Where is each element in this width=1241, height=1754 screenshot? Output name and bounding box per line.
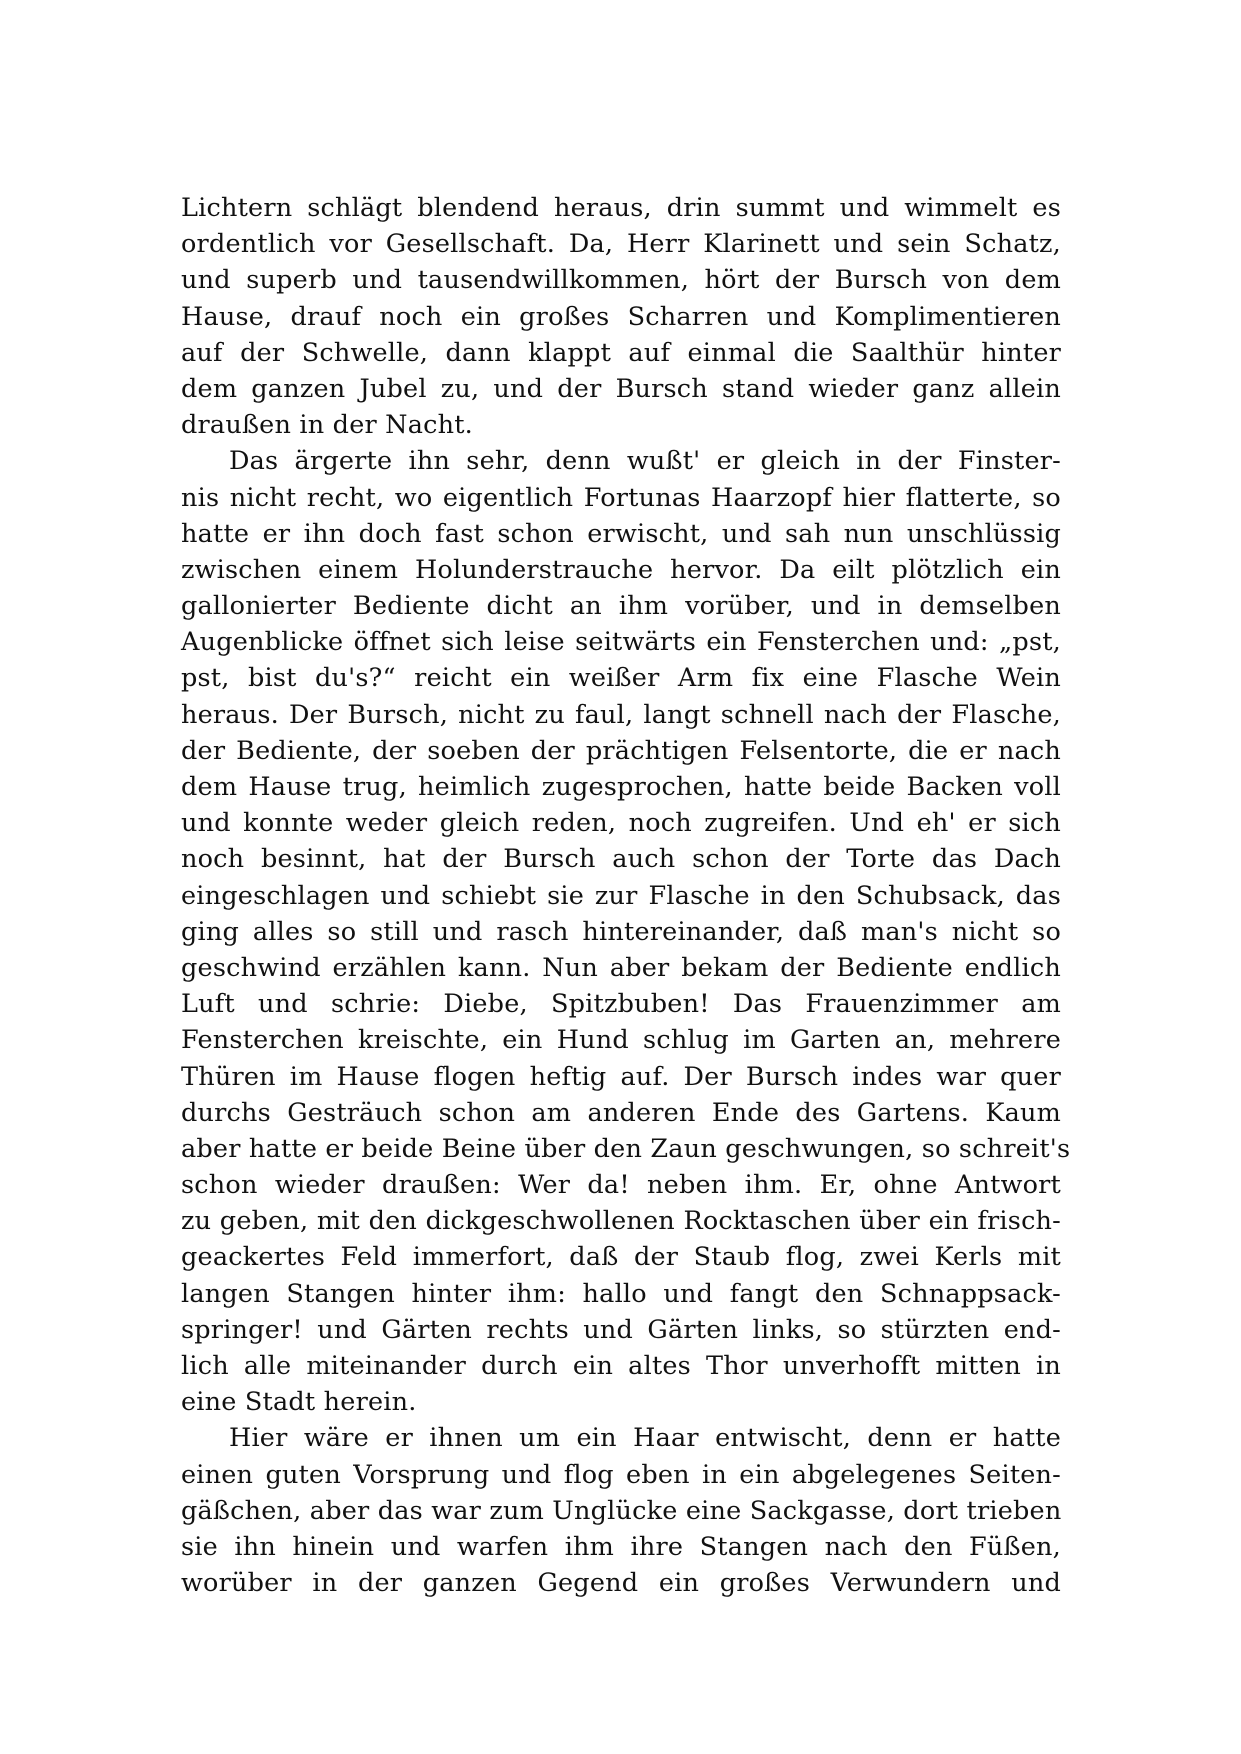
paragraph-first-line: Das ärgerte ihn sehr, denn wußt' er gleich in der Finster-	[229, 446, 1061, 477]
text-line: schon wieder draußen: Wer da! neben ihm. Er, ohne Antwort	[181, 1170, 1061, 1201]
text-line: hatte er ihn doch fast schon erwischt, und sah nun unschlüssig	[181, 518, 1061, 549]
text-line: durchs Gesträuch schon am anderen Ende des Gartens. Kaum	[181, 1097, 1061, 1128]
text-line: ordentlich vor Gesellschaft. Da, Herr Klarinett und sein Schatz,	[181, 229, 1061, 260]
text-line: draußen in der Nacht.	[181, 410, 473, 441]
text-line: und konnte weder gleich reden, noch zugreifen. Und eh' er sich	[181, 808, 1061, 839]
text-line: pst, bist du's?“ reicht ein weißer Arm fix eine Flasche Wein	[181, 663, 1061, 694]
text-line: geackertes Feld immerfort, daß der Staub flog, zwei Kerls mit	[181, 1242, 1061, 1273]
text-line: aber hatte er beide Beine über den Zaun geschwungen, so schreit's	[181, 1133, 1071, 1164]
text-line: einen guten Vorsprung und flog eben in ein abgelegenes Seiten-	[181, 1459, 1061, 1490]
text-line: Thüren im Hause flogen heftig auf. Der Bursch indes war quer	[181, 1061, 1061, 1092]
text-line: dem Hause trug, heimlich zugesprochen, hatte beide Backen voll	[181, 772, 1061, 802]
paragraph-first-line: Hier wäre er ihnen um ein Haar entwischt, denn er hatte	[229, 1423, 1061, 1454]
text-line: springer! und Gärten rechts und Gärten links, so stürzten end-	[181, 1314, 1061, 1345]
text-line: zu geben, mit den dickgeschwollenen Rocktaschen über ein frisch-	[181, 1206, 1061, 1237]
text-line: gallonierter Bediente dicht an ihm vorüber, und in demselben	[181, 591, 1061, 622]
text-line: lich alle miteinander durch ein altes Thor unverhofft mitten in	[181, 1351, 1061, 1381]
text-line: heraus. Der Bursch, nicht zu faul, langt schnell nach der Flasche,	[181, 699, 1061, 730]
text-line: Luft und schrie: Diebe, Spitzbuben! Das Frauenzimmer am	[181, 989, 1061, 1020]
text-line: noch besinnt, hat der Bursch auch schon der Torte das Dach	[181, 844, 1061, 875]
text-line: und superb und tausendwillkommen, hört der Bursch von dem	[181, 265, 1061, 296]
text-line: Lichtern schlägt blendend heraus, drin summt und wimmelt es	[181, 193, 1061, 223]
text-line: eingeschlagen und schiebt sie zur Flasche in den Schubsack, das	[181, 880, 1061, 911]
text-line: sie ihn hinein und warfen ihm ihre Stangen nach den Füßen,	[181, 1531, 1061, 1562]
text-line: geschwind erzählen kann. Nun aber bekam der Bediente endlich	[181, 952, 1061, 983]
text-line: auf der Schwelle, dann klappt auf einmal die Saalthür hinter	[181, 337, 1061, 368]
text-line: dem ganzen Jubel zu, und der Bursch stand wieder ganz allein	[181, 373, 1061, 404]
text-line: langen Stangen hinter ihm: hallo und fangt den Schnappsack-	[181, 1278, 1061, 1309]
text-line: Hause, drauf noch ein großes Scharren und Komplimentieren	[181, 301, 1061, 332]
text-line: gäßchen, aber das war zum Unglücke eine Sackgasse, dort trieben	[181, 1495, 1062, 1526]
text-line: ging alles so still und rasch hintereinander, daß man's nicht so	[181, 916, 1061, 947]
text-line: der Bediente, der soeben der prächtigen Felsentorte, die er nach	[181, 735, 1061, 766]
text-line: eine Stadt herein.	[181, 1387, 417, 1418]
text-line: Augenblicke öffnet sich leise seitwärts ein Fensterchen und: „pst,	[181, 627, 1061, 658]
text-line: worüber in der ganzen Gegend ein großes Verwundern und	[181, 1568, 1061, 1599]
text-line: nis nicht recht, wo eigentlich Fortunas Haarzopf hier flatterte, so	[181, 482, 1061, 513]
text-line: zwischen einem Holunderstrauche hervor. Da eilt plötzlich ein	[181, 554, 1061, 585]
body-text	[181, 190, 1071, 1601]
text-line: Fensterchen kreischte, ein Hund schlug im Garten an, mehrere	[181, 1025, 1061, 1056]
